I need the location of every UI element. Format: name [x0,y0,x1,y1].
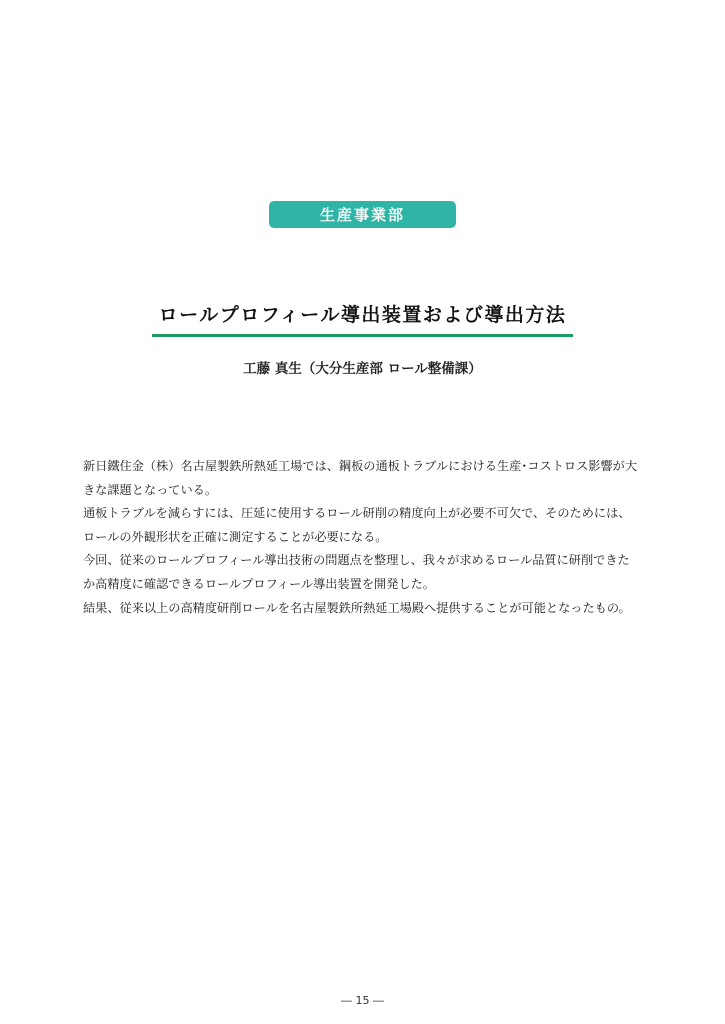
body-line: か高精度に確認できるロールプロフィール導出装置を開発した。 [83,576,435,591]
body-line: ロールの外観形状を正確に測定することが必要になる。 [83,529,388,544]
title-underline [152,334,573,337]
abstract-body [83,455,653,620]
department-badge [269,201,456,228]
author-line: 工藤 真生（大分生産部 ロール整備課） [243,361,482,377]
body-line: 新日鐵住金（株）名古屋製鉄所熱延工場では、鋼板の通板トラブルにおける生産･コストロス影響が大 [83,459,638,473]
page-number: ― 15 ― [341,994,384,1007]
department-label: 生産事業部 [319,206,405,224]
body-line: きな課題となっている。 [83,482,218,497]
body-line: 通板トラブルを減らすには、圧延に使用するロール研削の精度向上が必要不可欠で、そのためには、 [83,506,631,521]
body-line: 結果、従来以上の高精度研削ロールを名古屋製鉄所熱延工場殿へ提供することが可能となったもの。 [83,600,631,615]
document-title: ロールプロフィール導出装置および導出方法 [158,304,567,326]
body-line: 今回、従来のロールプロフィール導出技術の問題点を整理し、我々が求めるロール品質に研削できた [83,553,630,568]
